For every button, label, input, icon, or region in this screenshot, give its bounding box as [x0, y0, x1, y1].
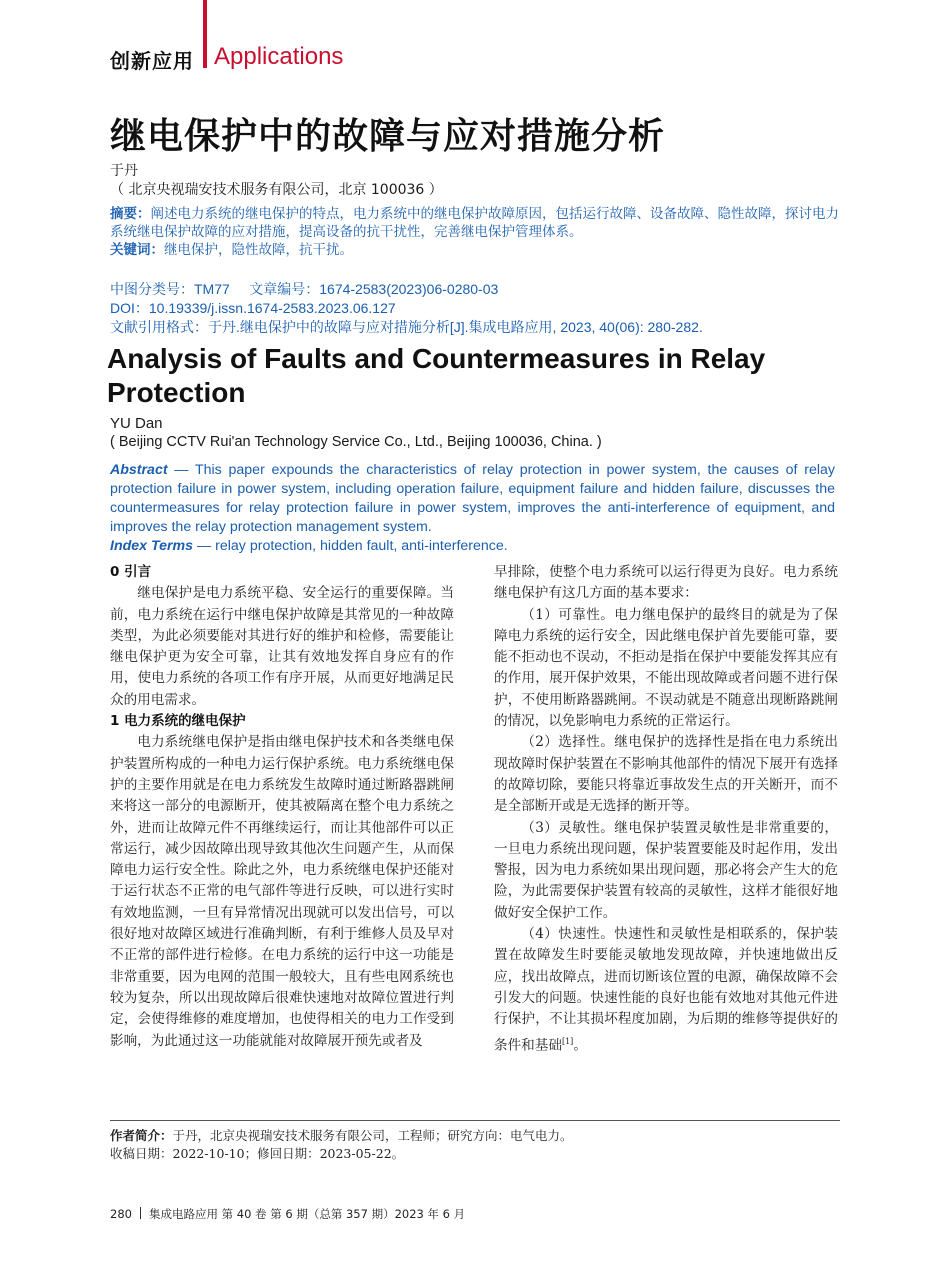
- paragraph: （1）可靠性。电力继电保护的最终目的就是为了保障电力系统的运行安全，因此继电保护首先要能可靠，要能不拒动也不误动，不拒动是指在保护中要能发挥其应有的作用，展开保护效果，不能出现故障或者问题不进行保护，不使用断路器跳闸。不误动就是不随意出现断路跳闸的情况，以免影响电力系统的正常运行。: [494, 606, 838, 730]
- paragraph: [494, 924, 838, 1056]
- section-1-heading: 1 电力系统的继电保护: [110, 713, 246, 730]
- body-left-column: [110, 562, 454, 1052]
- received-dates: 收稿日期：2022-10-10；修回日期：2023-05-22。: [110, 1146, 405, 1161]
- journal-info: 集成电路应用 第 40 卷 第 6 期（总第 357 期）2023 年 6 月: [148, 1207, 466, 1221]
- index-terms-dash: —: [193, 538, 216, 554]
- paragraph-text: （4）快速性。快速性和灵敏性是相联系的，保护装置在故障发生时要能灵敏地发现故障，并快速地做出反应，找出故障点，进而切断该位置的电源，确保故障不会引发大的问题。快速性能的良好也能有效地对其他元件进行保护，不让其损坏程度加剧，为后期的维修等提供好的条件和基础: [494, 926, 838, 1054]
- author-bio: [110, 1126, 573, 1144]
- keywords-cn-text: 继电保护，隐性故障，抗干扰。: [164, 242, 353, 258]
- abstract-en-text: This paper expounds the characteristics of relay protection in power system, the causes of relay protection failure in power system, including operation failure, equipment failure and hidden failure, discusses the countermeasures for relay protection failure in power system, improves the anti-interference of equipment, and improves the relay protection management system.: [110, 462, 835, 535]
- header-divider-bar: [203, 0, 207, 68]
- abstract-en-label: Abstract: [110, 462, 168, 478]
- abstract-cn: [110, 205, 840, 259]
- author-bio-label: 作者简介：: [110, 1128, 173, 1143]
- classification-line: [110, 279, 498, 299]
- index-terms-text: relay protection, hidden fault, anti-interference.: [215, 538, 508, 554]
- citation: 文献引用格式：于丹.继电保护中的故障与应对措施分析[J].集成电路应用, 2023, 40(06): 280-282.: [110, 319, 703, 335]
- paragraph: （2）选择性。继电保护的选择性是指在电力系统出现故障时保护装置在不影响其他部件的情况下展开有选择的故障切除，要能只将靠近事故发生点的开关断开，而不是全部断开或是无选择的断开等。: [494, 734, 838, 815]
- reference-marker: [1]: [561, 1036, 574, 1046]
- author-en: YU Dan: [110, 415, 163, 432]
- title-cn: 继电保护中的故障与应对措施分析: [110, 116, 666, 157]
- footnote-divider: [110, 1120, 840, 1121]
- abstract-cn-label: 摘要：: [110, 206, 151, 222]
- affiliation-cn: （ 北京央视瑞安技术服务有限公司，北京 100036 ）: [110, 182, 443, 198]
- author-bio-text: 于丹，北京央视瑞安技术服务有限公司，工程师；研究方向：电气电力。: [172, 1128, 573, 1143]
- abstract-en-dash: —: [167, 462, 195, 478]
- page-number: 280: [110, 1207, 132, 1221]
- abstract-cn-text: 阐述电力系统的继电保护的特点，电力系统中的继电保护故障原因，包括运行故障、设备故障、隐性故障，探讨电力系统继电保护故障的应对措施，提高设备的抗干扰性，完善继电保护管理体系。: [110, 206, 839, 240]
- title-en: Analysis of Faults and Countermeasures in Relay Protection: [107, 343, 766, 408]
- paragraph: 电力系统继电保护是指由继电保护技术和各类继电保护装置所构成的一种电力运行保护系统。电力系统继电保护的主要作用就是在电力系统发生故障时通过断路器跳闸来将这一部分的电源断开，使其被隔离在整个电力系统之外，进而让故障元件不再继续运行，而让其他部件可以正常运行，减少因故障出现导致其他次生问题产生，从而保障电力运行安全性。除此之外，电力系统继电保护还能对于运行状态不正常的电气部件等进行反映，可以进行实时有效地监测，一旦有异常情况出现就可以发出信号，可以很好地对故障区域进行准确判断，有利于维修人员及早对不正常的部件进行检修。在电力系统的运行中这一功能是非常重要，因为电网的范围一般较大，且有些电网系统也较为复杂，所以出现故障后很难快速地对故障位置进行判定，会使得维修的难度增加，也使得相关的电力工作受到影响，为此通过这一功能就能对故障展开预先或者及: [110, 734, 454, 1049]
- footer-separator: [140, 1207, 141, 1219]
- article-number: 文章编号：1674-2583(2023)06-0280-03: [249, 281, 499, 297]
- section-0-heading: 0 引言: [110, 564, 152, 580]
- paragraph-end: 。: [573, 1037, 587, 1054]
- paragraph: （3）灵敏性。继电保护装置灵敏性是非常重要的，一旦电力系统出现问题，保护装置要能及时起作用，发出警报，因为电力系统如果出现问题，那必将会产生大的危险，为此需要保护装置有较高的灵敏性，这样才能很好地做好安全保护工作。: [494, 819, 838, 921]
- paragraph: 继电保护是电力系统平稳、安全运行的重要保障。当前，电力系统在运行中继电保护故障是其常见的一种故障类型，为此必须要能对其进行好的维护和检修，需要能让继电保护更为安全可靠，让其有效地发挥自身应有的作用，使电力系统的各项工作有序开展，从而更好地满足民众的用电需求。: [110, 585, 454, 708]
- section-label-cn: 创新应用: [110, 49, 194, 73]
- index-terms-label: Index Terms: [110, 538, 194, 554]
- affiliation-en: ( Beijing CCTV Rui'an Technology Service Co., Ltd., Beijing 100036, China. ): [110, 434, 602, 450]
- body-right-column: [494, 562, 838, 1056]
- author-cn: 于丹: [110, 163, 138, 179]
- page-footer: [110, 1206, 465, 1222]
- paragraph: 早排除，使整个电力系统可以运行得更为良好。电力系统继电保护有这几方面的基本要求：: [494, 564, 838, 602]
- keywords-cn-label: 关键词：: [110, 242, 164, 258]
- abstract-en: [110, 461, 835, 556]
- section-label-en: Applications: [214, 43, 344, 70]
- classification: 中图分类号：TM77: [110, 281, 230, 297]
- doi: DOI：10.19339/j.issn.1674-2583.2023.06.127: [110, 300, 396, 316]
